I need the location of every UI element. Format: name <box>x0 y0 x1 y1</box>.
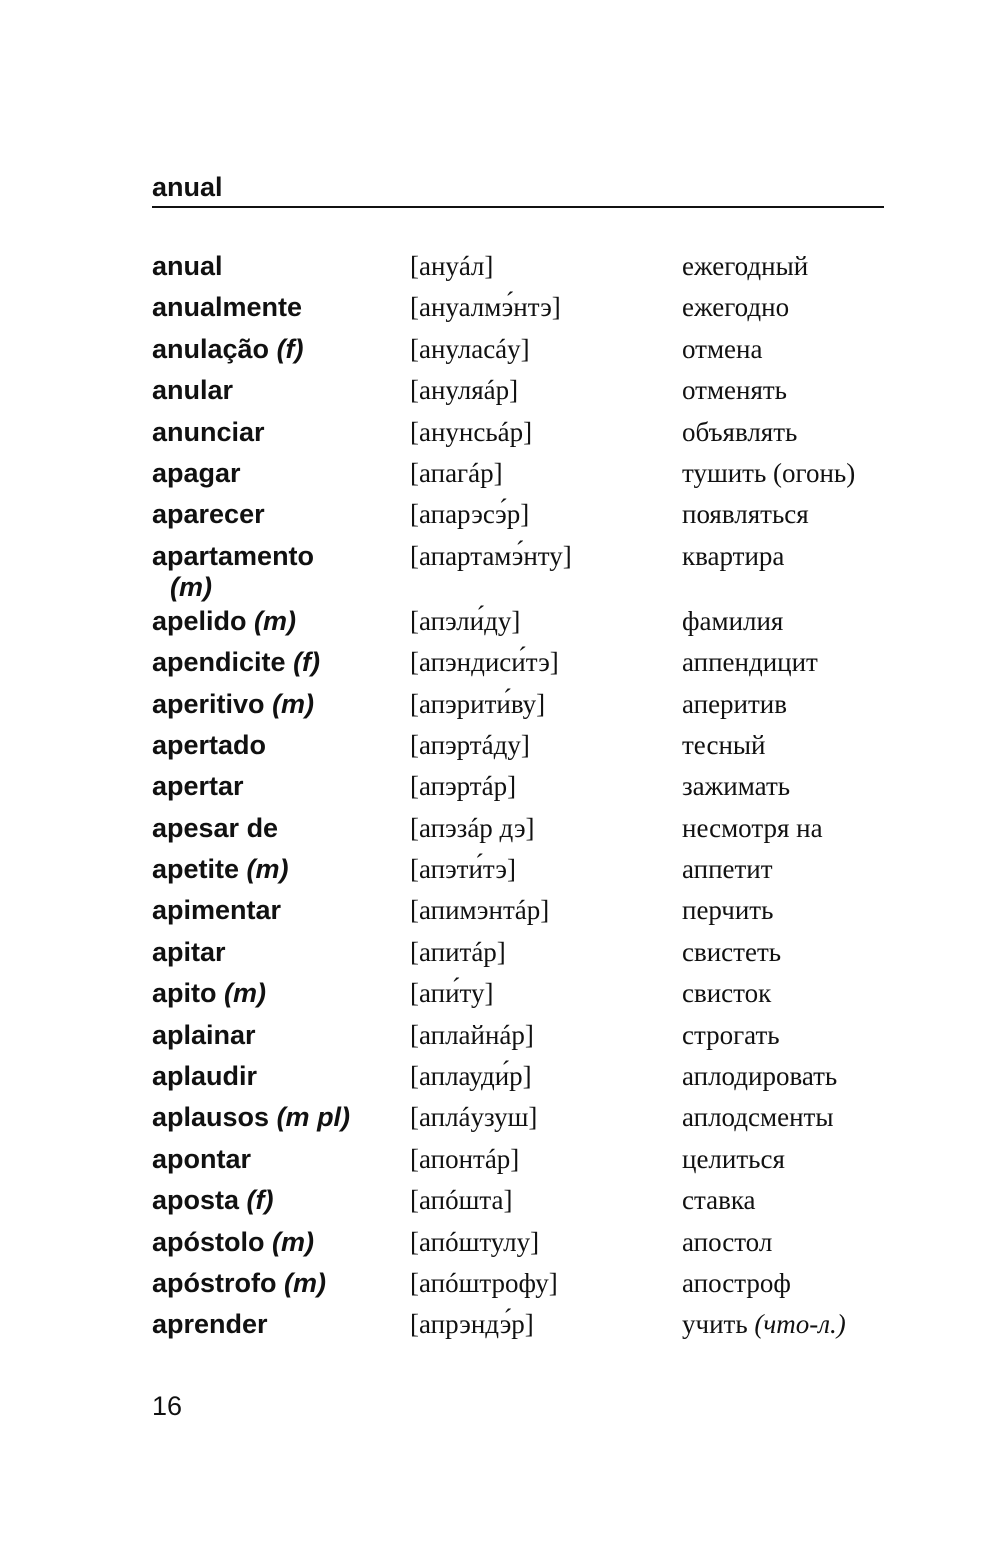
entry-pronunciation: [апэндиси́тэ] <box>410 647 559 678</box>
entry-pronunciation: [ануляáр] <box>410 375 519 406</box>
entry-gender: (f) <box>276 333 304 364</box>
entry-translation-text: апостроф <box>682 1267 791 1298</box>
entry-word <box>152 977 402 1009</box>
entry-headword: aperitivo <box>152 688 265 719</box>
entry-headword: apertar <box>152 771 244 802</box>
entry-word <box>152 688 402 720</box>
entry-word <box>152 1019 402 1051</box>
entry-translation <box>682 1101 833 1133</box>
entry-word <box>152 1226 402 1258</box>
entry-word <box>152 457 402 489</box>
entry-headword: aposta <box>152 1185 240 1216</box>
entry-pronunciation: [апонтáр] <box>410 1143 520 1174</box>
dictionary-entry <box>152 936 892 977</box>
dictionary-entry <box>152 688 892 729</box>
entry-pronunciation: [апóштулу] <box>410 1226 540 1257</box>
entry-word <box>152 333 402 365</box>
dictionary-entry <box>152 1267 892 1308</box>
entry-translation-text: аперитив <box>682 688 788 719</box>
entry-usage-note: (что-л.) <box>754 1309 846 1340</box>
entry-translation-text: зажимать <box>682 771 791 802</box>
entry-gender: (m) <box>272 688 315 719</box>
dictionary-entry <box>152 1308 892 1349</box>
dictionary-entry <box>152 853 892 894</box>
entry-translation-text: аплодировать <box>682 1061 838 1092</box>
dictionary-entry <box>152 1060 892 1101</box>
entry-translation-text: отмена <box>682 333 763 364</box>
dictionary-entry <box>152 812 892 853</box>
entry-word <box>152 770 402 802</box>
entry-gender: (m pl) <box>276 1102 351 1133</box>
entry-pronunciation: [апэртáду] <box>410 729 530 760</box>
dictionary-entry <box>152 729 892 770</box>
entry-pronunciation: [апэрити́ву] <box>410 688 546 719</box>
dictionary-entry <box>152 1019 892 1060</box>
entry-translation-text: апостол <box>682 1226 773 1257</box>
entry-translation <box>682 646 818 678</box>
entry-translation <box>682 1308 846 1340</box>
entry-pronunciation: [аплáузуш] <box>410 1102 538 1133</box>
entry-translation <box>682 1060 837 1092</box>
entry-word <box>152 936 402 968</box>
entry-translation <box>682 1226 772 1258</box>
entry-translation <box>682 1184 756 1216</box>
entry-translation <box>682 936 781 968</box>
dictionary-entries <box>152 250 892 1350</box>
dictionary-entry <box>152 894 892 935</box>
dictionary-entry <box>152 540 892 605</box>
entry-translation-text: квартира <box>682 540 785 571</box>
entry-pronunciation: [апóшта] <box>410 1185 513 1216</box>
entry-headword: anual <box>152 251 223 281</box>
entry-translation <box>682 540 784 572</box>
entry-translation-text: несмотря на <box>682 812 823 843</box>
entry-translation <box>682 605 783 637</box>
entry-gender: (f) <box>293 647 321 678</box>
entry-headword: aplainar <box>152 1019 256 1050</box>
dictionary-entry <box>152 1143 892 1184</box>
entry-word <box>152 1308 402 1340</box>
entry-translation-text: ежегодно <box>682 292 790 323</box>
entry-translation <box>682 812 823 844</box>
entry-word <box>152 250 402 282</box>
entry-pronunciation: [апэли́ду] <box>410 605 521 636</box>
entry-headword: apartamento <box>152 540 315 571</box>
entry-translation-text: ежегодный <box>682 251 809 281</box>
entry-word <box>152 605 402 637</box>
entry-gender: (m) <box>254 605 297 636</box>
entry-headword: apagar <box>152 457 241 488</box>
entry-headword: aprender <box>152 1309 268 1340</box>
entry-word <box>152 374 402 406</box>
entry-pronunciation: [апóштрофу] <box>410 1267 558 1298</box>
entry-pronunciation: [апитáр] <box>410 936 506 967</box>
entry-word <box>152 540 402 602</box>
entry-translation <box>682 770 790 802</box>
entry-translation <box>682 894 773 926</box>
entry-translation-text: объявлять <box>682 416 798 447</box>
entry-translation-text: ставка <box>682 1185 756 1216</box>
page-number: 16 <box>152 1391 183 1421</box>
entry-translation-text: строгать <box>682 1019 780 1050</box>
entry-translation-text: свисток <box>682 978 772 1009</box>
entry-headword: anular <box>152 375 234 406</box>
entry-translation-text: перчить <box>682 895 774 926</box>
entry-word <box>152 729 402 761</box>
header-rule <box>152 206 884 208</box>
entry-pronunciation: [ануалмэ́нтэ] <box>410 292 561 323</box>
entry-word <box>152 1267 402 1299</box>
entry-headword: apelido <box>152 605 247 636</box>
entry-headword: apendicite <box>152 647 286 678</box>
dictionary-entry <box>152 646 892 687</box>
entry-headword: apitar <box>152 936 226 967</box>
entry-translation <box>682 498 809 530</box>
entry-pronunciation: [апагáр] <box>410 457 503 488</box>
dictionary-entry <box>152 498 892 539</box>
dictionary-entry <box>152 605 892 646</box>
entry-translation <box>682 853 773 885</box>
entry-translation-text: тушить (огонь) <box>682 457 856 488</box>
entry-translation-text: отменять <box>682 375 787 406</box>
entry-pronunciation: [ануласáу] <box>410 333 530 364</box>
dictionary-entry <box>152 1184 892 1225</box>
entry-headword: anunciar <box>152 416 265 447</box>
dictionary-entry <box>152 416 892 457</box>
entry-translation <box>682 688 787 720</box>
entry-translation-text: фамилия <box>682 605 784 636</box>
entry-word <box>152 291 402 323</box>
entry-gender: (m) <box>246 854 289 885</box>
entry-pronunciation: [аплауди́р] <box>410 1061 532 1092</box>
entry-headword: anualmente <box>152 292 303 323</box>
entry-headword: apontar <box>152 1143 252 1174</box>
entry-translation <box>682 457 855 489</box>
entry-gender: (f) <box>246 1185 274 1216</box>
entry-translation <box>682 291 789 323</box>
entry-pronunciation: [апартамэ́нту] <box>410 540 572 571</box>
entry-translation <box>682 1019 780 1051</box>
entry-translation-text: аппетит <box>682 854 773 885</box>
entry-word <box>152 1184 402 1216</box>
dictionary-entry <box>152 291 892 332</box>
running-head: anual <box>152 172 223 202</box>
entry-headword: apetite <box>152 854 240 885</box>
dictionary-entry <box>152 1101 892 1142</box>
entry-gender: (m) <box>170 571 212 602</box>
entry-pronunciation: [апэртáр] <box>410 771 517 802</box>
entry-headword: apesar de <box>152 812 279 843</box>
entry-word <box>152 416 402 448</box>
entry-translation <box>682 250 808 282</box>
entry-gender: (m) <box>272 1226 315 1257</box>
dictionary-entry <box>152 977 892 1018</box>
entry-headword: apito <box>152 978 217 1009</box>
entry-translation-text: тесный <box>682 729 766 760</box>
entry-word <box>152 498 402 530</box>
entry-translation-text: появляться <box>682 499 809 530</box>
entry-headword: apertado <box>152 729 267 760</box>
entry-pronunciation: [анунсьáр] <box>410 416 533 447</box>
dictionary-entry <box>152 333 892 374</box>
entry-translation-text: свистеть <box>682 936 782 967</box>
entry-headword: apimentar <box>152 895 282 926</box>
entry-headword: apóstolo <box>152 1226 265 1257</box>
entry-translation-text: аплодсменты <box>682 1102 834 1133</box>
entry-pronunciation: [апэзáр дэ] <box>410 812 535 843</box>
entry-word <box>152 812 402 844</box>
entry-pronunciation: [апэти́тэ] <box>410 854 516 885</box>
dictionary-entry <box>152 1226 892 1267</box>
dictionary-entry <box>152 770 892 811</box>
entry-translation <box>682 416 797 448</box>
entry-translation <box>682 1267 791 1299</box>
entry-pronunciation: [апи́ту] <box>410 978 494 1009</box>
entry-headword: aplaudir <box>152 1061 258 1092</box>
entry-pronunciation: [ануáл] <box>410 251 494 281</box>
entry-translation <box>682 1143 785 1175</box>
entry-gender: (m) <box>224 978 267 1009</box>
entry-word <box>152 894 402 926</box>
entry-pronunciation: [апрэндэ́р] <box>410 1309 534 1340</box>
dictionary-entry <box>152 374 892 415</box>
entry-headword: aplausos <box>152 1102 270 1133</box>
entry-translation-text: аппендицит <box>682 647 818 678</box>
entry-word <box>152 1101 402 1133</box>
entry-translation-text: учить <box>682 1309 748 1340</box>
dictionary-entry <box>152 250 892 291</box>
entry-headword: anulação <box>152 333 270 364</box>
dictionary-entry <box>152 457 892 498</box>
entry-translation <box>682 374 787 406</box>
entry-word <box>152 853 402 885</box>
entry-word <box>152 1060 402 1092</box>
entry-pronunciation: [аплайнáр] <box>410 1019 534 1050</box>
entry-translation <box>682 729 765 761</box>
entry-translation <box>682 977 771 1009</box>
entry-gender: (m) <box>284 1267 327 1298</box>
entry-headword: aparecer <box>152 499 265 530</box>
entry-translation <box>682 333 762 365</box>
entry-translation-text: целиться <box>682 1143 785 1174</box>
entry-pronunciation: [апарэсэ́р] <box>410 499 530 530</box>
entry-word <box>152 1143 402 1175</box>
entry-word <box>152 646 402 678</box>
entry-headword: apóstrofo <box>152 1267 277 1298</box>
entry-pronunciation: [апимэнтáр] <box>410 895 550 926</box>
